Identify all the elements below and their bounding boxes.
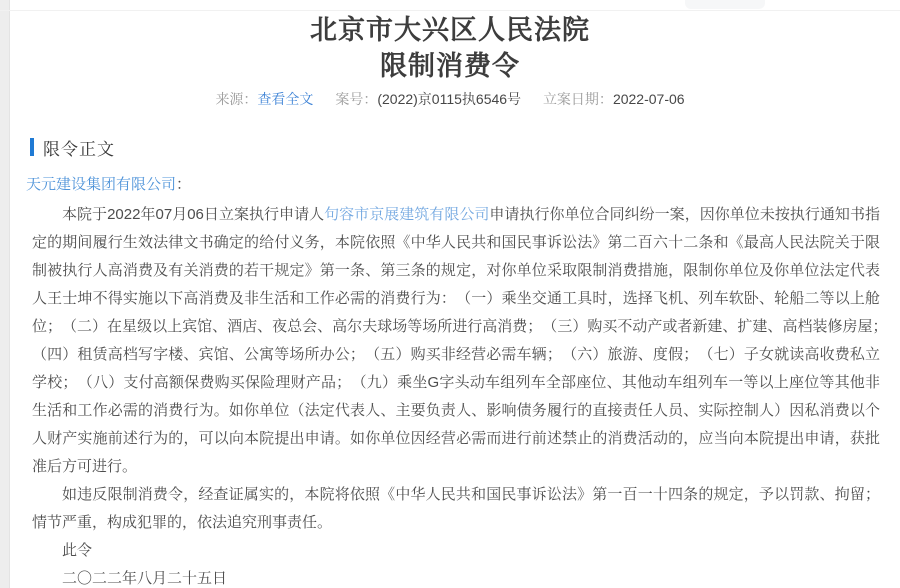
paragraph-text-before-link: 本院于2022年07月06日立案执行申请人 <box>62 206 325 223</box>
paragraph-text-after-link: 申请执行你单位合同纠纷一案，因你单位未按执行通知书指定的期间履行生效法律文书确定的给付义务，本院依照《中华人民共和国民事诉讼法》第二百六十二条和《最高人民法院关于限制被执行人高消费及有关消费的若干规定》第一条、第三条的规定，对你单位采取限制消费措施，限制你单位及你单位法定代表人王士坤不得实施以下高消费及非生活和工作必需的消费行为： （一）乘坐交通工具时，选择飞机、列车软卧、轮船二等以上舱位； （二）在星级以上宾馆、酒店、夜总会、高尔夫球场等场所进行高消费； （三）购买不动产或者新建、扩建、高档装修房屋； （四）租赁高档写字楼、宾馆、公寓等场所办公； （五）购买非经营必需车辆； （六）旅游、度假； （七）子女就读高收费私立学校； （八）支付高额保费购买保险理财产品； （九）乘坐G字头动车组列车全部座位、其他动车组列车一等以上座位等其他非生活和工作必需的消费行为。如你单位（法定代表人、主要负责人、影响债务履行的直接责任人员、实际控制人）因私消费以个人财产实施前述行为的，可以向本院提出申请。如你单位因经营必需而进行前述禁止的消费活动的，应当向本院提出申请，获批准后方可进行。 <box>32 206 896 475</box>
addressee-line <box>26 174 880 195</box>
closing-line: 此令 <box>62 542 93 559</box>
order-paragraph-main <box>32 201 896 481</box>
applicant-company-link[interactable]: 句容市京展建筑有限公司 <box>324 206 490 223</box>
addressee-company-link[interactable]: 天元建设集团有限公司 <box>26 176 177 193</box>
case-number-value: (2022)京0115执6546号 <box>377 91 522 107</box>
filing-date-value: 2022-07-06 <box>612 91 685 107</box>
penalty-paragraph: 如违反限制消费令，经查证属实的，本院将依照《中华人民共和国民事诉讼法》第一百一十四条的规定，予以罚款、拘留；情节严重，构成犯罪的，依法追究刑事责任。 <box>32 486 880 531</box>
filing-date-label: 立案日期： <box>542 91 613 107</box>
issue-date-line: 二〇二二年八月二十五日 <box>62 570 228 587</box>
section-accent-bar <box>30 138 34 156</box>
source-group <box>215 91 313 107</box>
court-name-title: 北京市大兴区人民法院 <box>310 15 590 45</box>
meta-row <box>0 89 900 109</box>
order-body <box>32 201 896 588</box>
view-full-text-link[interactable]: 查看全文 <box>257 91 314 107</box>
source-label: 来源： <box>215 91 258 107</box>
section-title: 限令正文 <box>43 139 115 159</box>
case-number-label: 案号： <box>335 91 378 107</box>
addressee-colon: ： <box>176 176 192 193</box>
case-number-group <box>335 91 521 107</box>
filing-date-group <box>543 91 685 107</box>
document-title: 限制消费令 <box>380 51 520 81</box>
section-header <box>30 135 900 159</box>
